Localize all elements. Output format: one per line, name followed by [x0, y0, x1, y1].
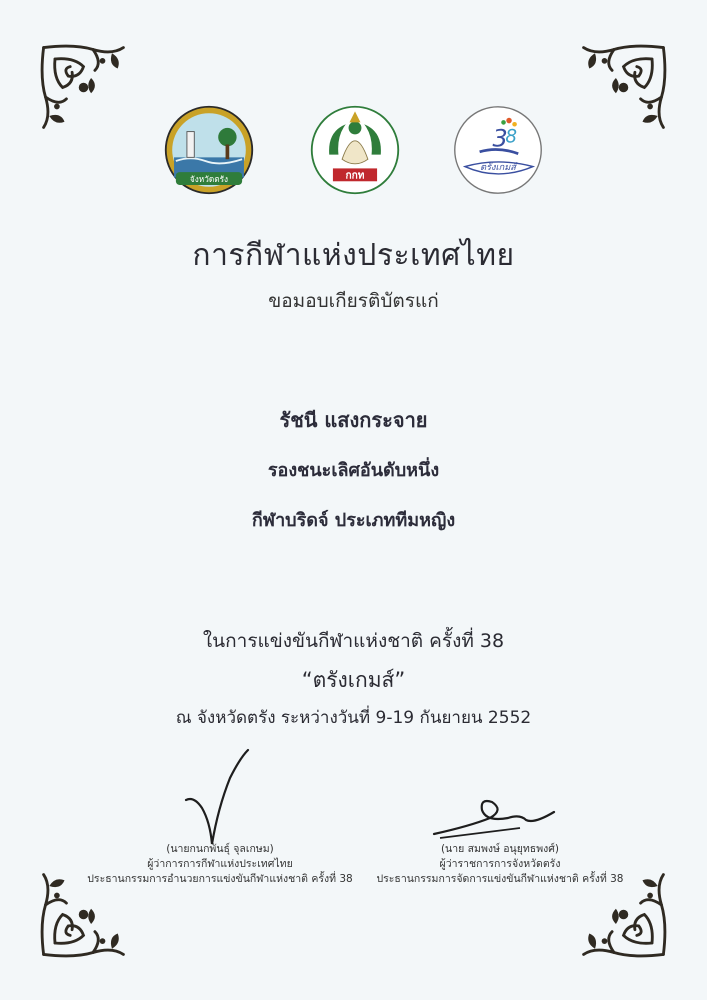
games-logo-label: ตรังเกมส์	[480, 162, 516, 174]
svg-text:3: 3	[492, 124, 508, 153]
signatory-right	[355, 842, 645, 887]
certificate-subtitle: ขอมอบเกียรติบัตรแก่	[268, 290, 439, 312]
signatory-left-position: ผู้ว่าการการกีฬาแห่งประเทศไทย	[147, 858, 293, 870]
svg-text:8: 8	[505, 126, 518, 148]
signature-right-icon	[430, 792, 560, 842]
certificate-issuer: การกีฬาแห่งประเทศไทย	[192, 238, 515, 273]
signature-left-icon	[180, 748, 255, 848]
emblem-label: กกท	[345, 170, 365, 182]
seal-label: จังหวัดตรัง	[189, 174, 229, 185]
trang-province-seal-icon	[163, 104, 255, 196]
signatory-left	[75, 842, 365, 887]
logo-row	[0, 104, 707, 200]
trang-games-logo-icon	[452, 104, 544, 196]
award-title: รองชนะเลิศอันดับหนึ่ง	[267, 460, 440, 481]
event-name: ในการแข่งขันกีฬาแห่งชาติ ครั้งที่ 38	[202, 630, 505, 652]
venue-date: ณ จังหวัดตรัง ระหว่างวันที่ 9-19 กันยายน 2552	[175, 708, 532, 728]
signatory-right-position: ผู้ว่าราชการการจังหวัดตรัง	[439, 858, 561, 870]
signatory-left-name: (นายกนกพันธุ์ จุลเกษม)	[166, 843, 274, 855]
signatory-left-role: ประธานกรรมการอำนวยการแข่งขันกีฬาแห่งชาติ ครั้งที่ 38	[87, 873, 353, 885]
signatory-right-role: ประธานกรรมการจัดการแข่งขันกีฬาแห่งชาติ ครั้งที่ 38	[376, 873, 624, 885]
games-name: “ตรังเกมส์”	[301, 668, 406, 692]
sat-emblem-icon	[309, 104, 401, 196]
recipient-name: รัชนี แสงกระจาย	[279, 408, 428, 432]
signatory-right-name: (นาย สมพงษ์ อนุยุทธพงศ์)	[440, 843, 560, 855]
sport-category: กีฬาบริดจ์ ประเภททีมหญิง	[251, 510, 456, 531]
